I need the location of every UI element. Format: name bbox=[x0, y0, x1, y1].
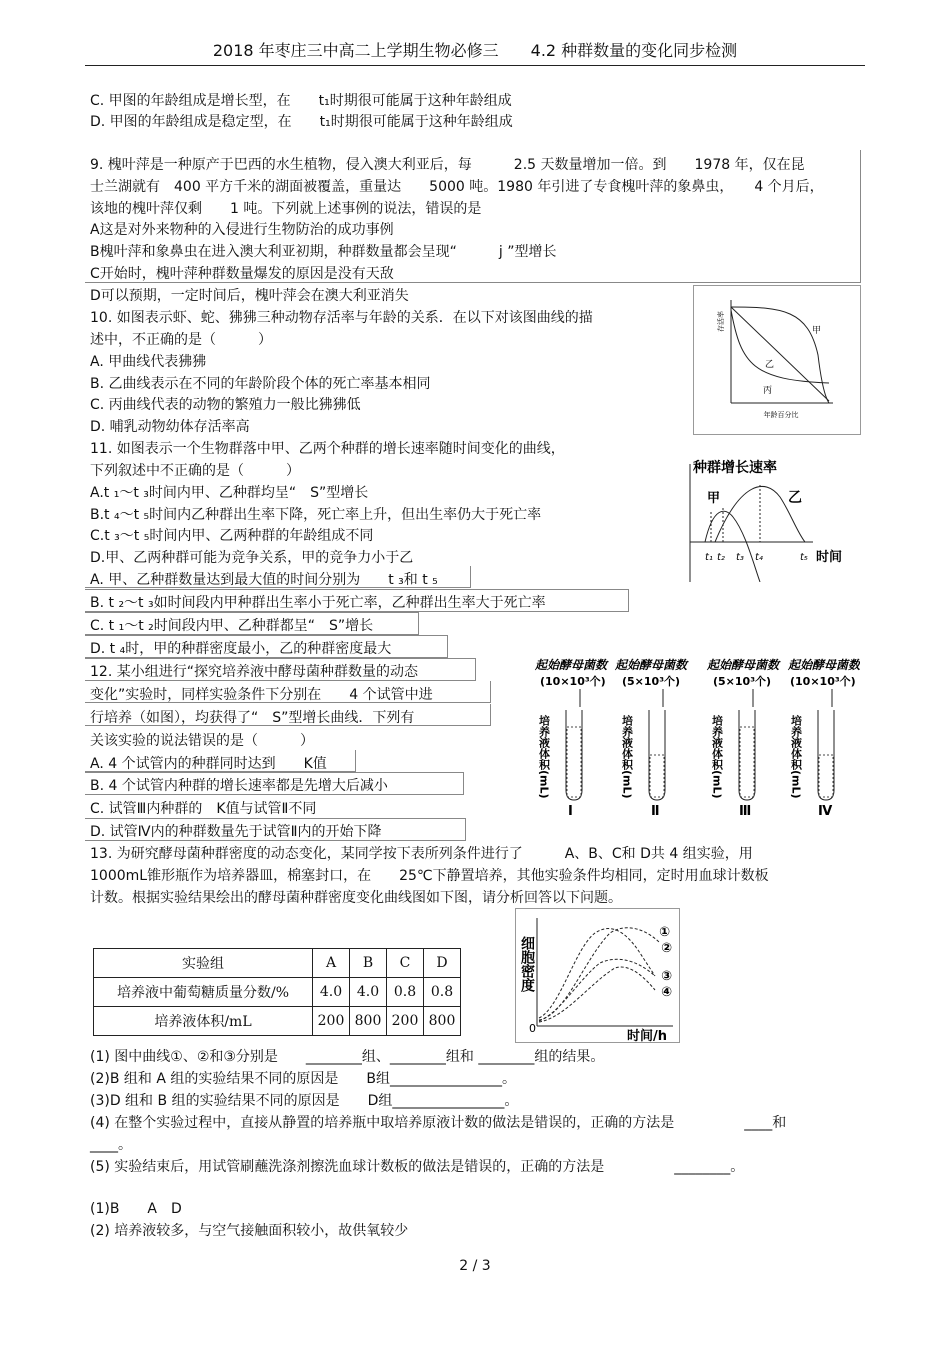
q11-option-c2: C. t ₁～t ₂时间段内甲、乙种群都呈“ S”增长 bbox=[90, 618, 374, 634]
sub-question-3: (3)D 组和 B 组的实验结果不同的原因是 D组________________。 bbox=[90, 1093, 519, 1109]
density-ylabel: 细胞密度 bbox=[519, 936, 535, 992]
tube-2 bbox=[614, 658, 689, 819]
tube-3-axis: 培养液体积(mL) bbox=[710, 715, 724, 799]
header-rule bbox=[85, 65, 865, 66]
label-yi-growth: 乙 bbox=[788, 490, 802, 506]
q9-frame bbox=[85, 150, 861, 283]
tube-2-title: 起始酵母菌数 bbox=[615, 658, 688, 672]
q12-option-a: A. 4 个试管内的种群同时达到 K值 bbox=[90, 756, 327, 772]
tube-1-title: 起始酵母菌数 bbox=[535, 658, 608, 672]
q11-option-b1: B.t ₄～t ₅时间内乙种群出生率下降，死亡率上升，但出生率仍大于死亡率 bbox=[90, 507, 542, 523]
q10-option-c: C. 丙曲线代表的动物的繁殖力一般比狒狒低 bbox=[90, 397, 361, 413]
curve-1 bbox=[539, 929, 655, 1018]
survival-xlabel: 年龄百分比 bbox=[763, 411, 799, 419]
q11-option-d1: D.甲、乙两种群可能为竞争关系，甲的竞争力小于乙 bbox=[90, 550, 414, 566]
tube-1-count: (10×10³个) bbox=[540, 675, 606, 688]
q11-option-a2: A. 甲、乙种群数量达到最大值的时间分别为 t ₃和 t ₅ bbox=[90, 572, 438, 588]
tube-2-count: (5×10³个) bbox=[622, 675, 681, 688]
q12-box-2 bbox=[85, 681, 491, 703]
q9-option-a: A这是对外来物种的入侵进行生物防治的成功事例 bbox=[90, 222, 394, 238]
tick-t3: t₃ bbox=[736, 552, 744, 563]
q12-stem-1: 12. 某小组进行“探究培养液中酵母菌种群数量的动态 bbox=[90, 664, 418, 680]
q9-option-d: D可以预期，一定时间后，槐叶萍会在澳大利亚消失 bbox=[90, 288, 409, 304]
q12-stem-3: 行培养（如图），均获得了“ S”型增长曲线．下列有 bbox=[90, 710, 415, 726]
q12-option-b: B. 4 个试管内种群的增长速率都是先增大后减小 bbox=[90, 778, 388, 794]
growth-xlabel: 时间 bbox=[816, 550, 843, 565]
tube-3-title: 起始酵母菌数 bbox=[707, 658, 780, 672]
q9-stem-2: 士兰湖就有 400 平方千米的湖面被覆盖，重量达 5000 吨。1980 年引进了专食槐叶萍的象鼻虫， 4 个月后， bbox=[90, 179, 824, 195]
q11-box-a bbox=[85, 566, 471, 588]
label-jia-growth: 甲 bbox=[707, 491, 721, 506]
sub-question-2: (2)B 组和 A 组的实验结果不同的原因是 B组________________。 bbox=[90, 1071, 516, 1087]
survival-ylabel: 存活率 bbox=[717, 311, 725, 332]
q13-stem-3: 计数。根据实验结果绘出的酵母菌种群密度变化曲线图如下图，请分析回答以下问题。 bbox=[90, 890, 622, 906]
q13-stem-2: 1000mL锥形瓶作为培养器皿，棉塞封口，在 25℃下静置培养，其他实验条件均相同，定时用血球计数板 bbox=[90, 868, 769, 884]
sub-question-1: (1) 图中曲线①、②和③分别是 ________组、________组和 ________组的结果。 bbox=[90, 1049, 605, 1065]
table-row: 培养液中葡萄糖质量分数/% 4.0 4.0 0.8 0.8 bbox=[94, 978, 461, 1007]
tube-1-num: Ⅰ bbox=[568, 804, 573, 819]
growth-ylabel: 种群增长速率 bbox=[693, 460, 777, 476]
curve-jia-growth bbox=[705, 511, 760, 582]
q10-option-a: A. 甲曲线代表狒狒 bbox=[90, 354, 207, 370]
q12-box-1 bbox=[85, 658, 476, 681]
growth-rate-figure bbox=[685, 452, 855, 582]
tube-2-axis: 培养液体积(mL) bbox=[620, 715, 634, 799]
answer-2: (2) 培养液较多，与空气接触面积较小，故供氧较少 bbox=[90, 1223, 409, 1239]
q11-box-d bbox=[85, 635, 448, 658]
sub-question-4b: ____。 bbox=[90, 1137, 132, 1153]
q11-stem-1: 11. 如图表示一个生物群落中甲、乙两个种群的增长速率随时间变化的曲线， bbox=[90, 441, 565, 457]
q12-box-3 bbox=[85, 704, 491, 726]
q9-stem-1: 9. 槐叶萍是一种原产于巴西的水生植物，侵入澳大利亚后，每 2.5 天数量增加一倍。到 1978 年，仅在昆 bbox=[90, 157, 805, 173]
table-header-row: 实验组 A B C D bbox=[94, 949, 461, 978]
tube-2-num: Ⅱ bbox=[651, 804, 660, 819]
yeast-tubes-figure bbox=[505, 655, 860, 820]
curve-yi bbox=[731, 307, 829, 401]
q13-stem-1: 13. 为研究酵母菌种群密度的动态变化，某同学按下表所列条件进行了 A、B、C和 D共 4 组实验，用 bbox=[90, 846, 753, 862]
page-header: 2018 年枣庄三中高二上学期生物必修三 4.2 种群数量的变化同步检测 bbox=[212, 41, 738, 60]
curve-4 bbox=[539, 967, 655, 1022]
label-yi: 乙 bbox=[765, 360, 775, 370]
option-d: D. 甲图的年龄组成是稳定型，在 t₁时期很可能属于这种年龄组成 bbox=[90, 114, 513, 130]
q12-option-d: D. 试管Ⅳ内的种群数量先于试管Ⅱ内的开始下降 bbox=[90, 824, 382, 840]
q11-box-b bbox=[85, 589, 629, 612]
sub-question-4a: (4) 在整个实验过程中，直接从静置的培养瓶中取培养原液计数的做法是错误的，正确的方法是 ____和 bbox=[90, 1115, 787, 1131]
experiment-table bbox=[93, 948, 461, 1036]
q10-option-d: D. 哺乳动物幼体存活率高 bbox=[90, 419, 250, 435]
q12-box-6 bbox=[85, 818, 466, 841]
q9-option-c: C开始时，槐叶萍种群数量爆发的原因是没有天敌 bbox=[90, 266, 394, 282]
tick-t1: t₁ bbox=[705, 552, 713, 563]
curve-3 bbox=[539, 959, 655, 1021]
tube-4-count: (10×10³个) bbox=[790, 675, 856, 688]
q12-stem-4: 关该实验的说法错误的是（ ） bbox=[90, 733, 314, 749]
tube-1 bbox=[534, 658, 609, 819]
tick-t4: t₄ bbox=[755, 552, 763, 563]
tube-4-num: Ⅳ bbox=[818, 804, 833, 819]
q12-stem-2: 变化”实验时，同样实验条件下分别在 4 个试管中进 bbox=[90, 687, 433, 703]
tube-4-title: 起始酵母菌数 bbox=[788, 658, 860, 672]
q11-option-c1: C.t ₃～t ₅时间内甲、乙两种群的年龄组成不同 bbox=[90, 528, 374, 544]
density-origin: 0 bbox=[529, 1022, 536, 1035]
label-curve-1: ① bbox=[659, 925, 671, 940]
curve-2 bbox=[539, 928, 660, 1020]
tube-4 bbox=[787, 658, 860, 819]
survival-curve-figure bbox=[693, 285, 861, 435]
tick-t5: t₅ bbox=[800, 552, 808, 563]
q9-option-b: B槐叶萍和象鼻虫在进入澳大利亚初期，种群数量都会呈现“ j ”型增长 bbox=[90, 244, 557, 260]
q10-option-b: B. 乙曲线表示在不同的年龄阶段个体的死亡率基本相同 bbox=[90, 376, 431, 392]
q11-stem-2: 下列叙述中不正确的是（ ） bbox=[90, 463, 300, 479]
q11-option-d2: D. t ₄时，甲的种群密度最小，乙的种群密度最大 bbox=[90, 641, 392, 657]
page-number: 2 / 3 bbox=[459, 1258, 491, 1274]
q9-stem-3: 该地的槐叶萍仅剩 1 吨。下列就上述事例的说法，错误的是 bbox=[90, 201, 482, 217]
q11-option-b2: B. t ₂～t ₃如时间段内甲种群出生率小于死亡率，乙种群出生率大于死亡率 bbox=[90, 595, 546, 611]
label-jia: 甲 bbox=[812, 326, 822, 336]
label-bing: 丙 bbox=[763, 386, 773, 396]
cell-density-figure bbox=[515, 908, 680, 1043]
q11-box-c bbox=[85, 612, 419, 635]
tube-3-count: (5×10³个) bbox=[713, 675, 772, 688]
q11-option-a1: A.t ₁～t ₃时间内甲、乙种群均呈“ S”型增长 bbox=[90, 485, 369, 501]
sub-question-5: (5) 实验结束后，用试管刷蘸洗涤剂擦洗血球计数板的做法是错误的，正确的方法是 ________。 bbox=[90, 1159, 745, 1175]
table-row: 培养液体积/mL 200 800 200 800 bbox=[94, 1007, 461, 1036]
label-curve-4: ④ bbox=[661, 985, 673, 1000]
tube-1-axis: 培养液体积(mL) bbox=[537, 715, 551, 799]
answer-1: (1)B A D bbox=[90, 1201, 182, 1217]
tick-t2: t₂ bbox=[717, 552, 725, 563]
tube-4-axis: 培养液体积(mL) bbox=[789, 715, 803, 799]
density-xlabel: 时间/h bbox=[627, 1029, 668, 1043]
tube-3-num: Ⅲ bbox=[739, 804, 752, 819]
q10-stem-2: 述中，不正确的是（ ） bbox=[90, 332, 272, 348]
label-curve-2: ② bbox=[661, 941, 673, 956]
q12-box-4 bbox=[85, 750, 356, 772]
q10-stem-1: 10. 如图表示虾、蛇、狒狒三种动物存活率与年龄的关系．在以下对该图曲线的描 bbox=[90, 310, 593, 326]
tube-3 bbox=[706, 658, 781, 819]
q12-box-5 bbox=[85, 772, 464, 795]
option-c: C. 甲图的年龄组成是增长型，在 t₁时期很可能属于这种年龄组成 bbox=[90, 93, 512, 109]
q12-option-c: C. 试管Ⅲ内种群的 K值与试管Ⅱ不同 bbox=[90, 801, 317, 817]
experiment-table-wrap bbox=[93, 948, 461, 1036]
label-curve-3: ③ bbox=[661, 969, 673, 984]
